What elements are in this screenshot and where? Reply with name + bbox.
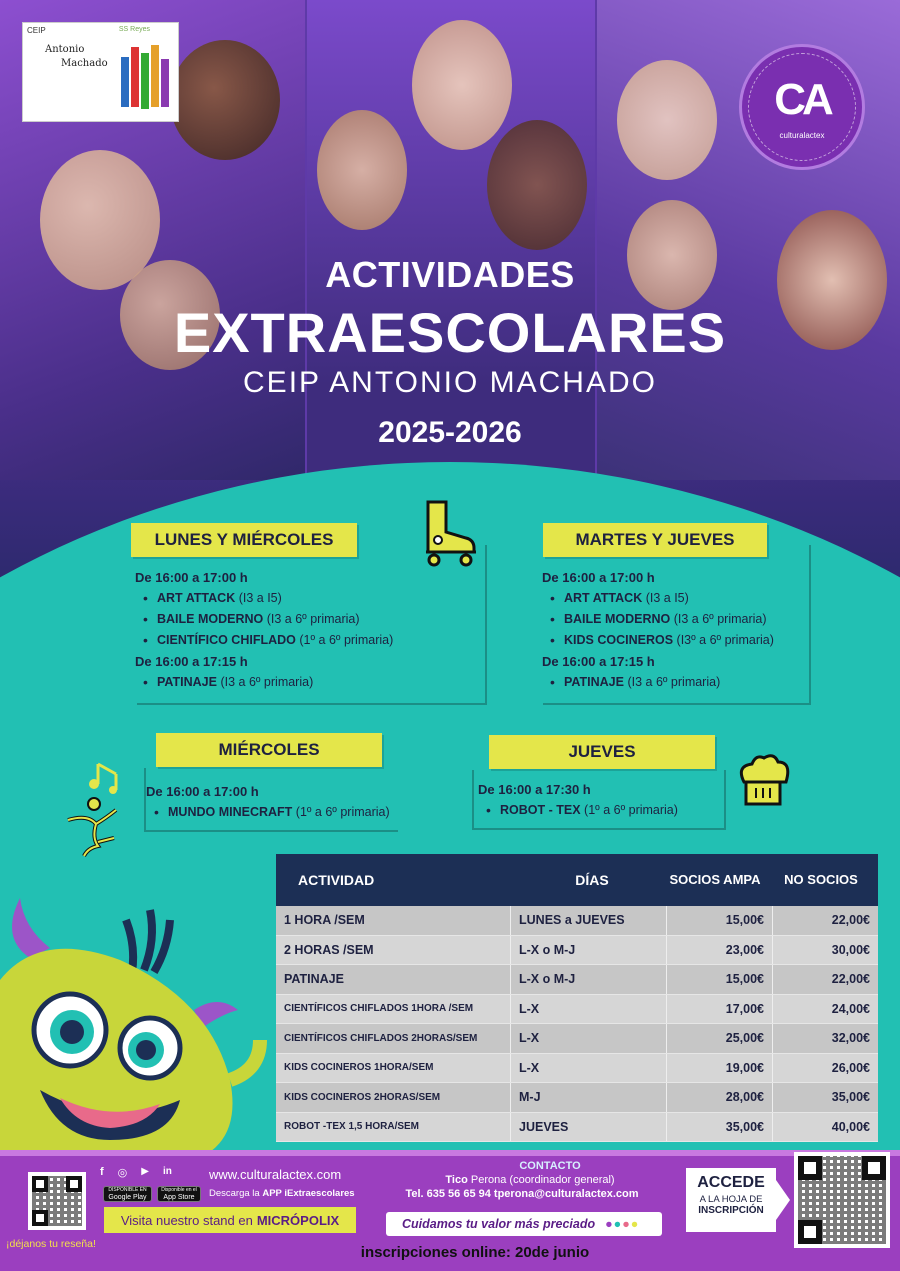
cell-socios: 25,00€: [666, 1024, 772, 1053]
table-row: [276, 1054, 878, 1084]
cell-actividad: CIENTÍFICOS CHIFLADOS 1HORA /SEM: [284, 1003, 474, 1015]
cell-no-socios: 22,00€: [772, 965, 878, 994]
registration-qr-code[interactable]: [794, 1152, 890, 1248]
schedule-title-martes-jueves: MARTES Y JUEVES: [543, 523, 767, 557]
table-row: [276, 936, 878, 966]
registration-button[interactable]: ACCEDE A LA HOJA DE INSCRIPCIÓN: [686, 1168, 776, 1232]
cell-actividad: KIDS COCINEROS 2HORAS/SEM: [284, 1091, 441, 1103]
list-item: • BAILE MODERNO (I3 a 6º primaria): [562, 612, 812, 626]
cell-dias: L-X: [510, 995, 666, 1024]
list-item: • KIDS COCINEROS (I3º a 6º primaria): [562, 633, 812, 647]
schedule-title-miercoles: MIÉRCOLES: [156, 733, 382, 767]
stand-micropolix-banner: Visita nuestro stand en MICRÓPOLIX: [104, 1207, 356, 1233]
contact-name: Tico Perona (coordinador general): [445, 1174, 615, 1186]
online-registration-date: inscripciones online: 20de junio: [360, 1244, 590, 1261]
cell-dias: L-X: [510, 1054, 666, 1083]
cell-dias: L-X o M-J: [510, 936, 666, 965]
list-item: • ART ATTACK (I3 a I5): [562, 591, 812, 605]
list-item: • MUNDO MINECRAFT (1º a 6º primaria): [166, 805, 436, 819]
cell-socios: 17,00€: [666, 995, 772, 1024]
monster-mascot-icon: [0, 890, 270, 1152]
cell-no-socios: 24,00€: [772, 995, 878, 1024]
cell-socios: 23,00€: [666, 936, 772, 965]
youtube-icon[interactable]: ▶: [141, 1166, 149, 1177]
contact-title: CONTACTO: [519, 1160, 581, 1172]
schedule-lunes-miercoles: De 16:00 a 17:00 h • ART ATTACK (I3 a I5) • BAILE MODERNO (I3 a 6º primaria) • CIENTÍFICO CHIFLADO (1º a 6º primaria) De 16:00 a 17:15 h • PATINAJE (I3 a 6º primaria): [135, 566, 475, 696]
table-row: [276, 965, 878, 995]
cell-actividad: 1 HORA /SEM: [284, 913, 365, 928]
schedule-title-lunes-miercoles: LUNES Y MIÉRCOLES: [131, 523, 357, 557]
table-row: [276, 906, 878, 936]
cell-no-socios: 35,00€: [772, 1083, 878, 1112]
cell-dias: L-X: [510, 1024, 666, 1053]
school-logo-name: Antonio Machado: [45, 44, 108, 69]
dance-icon: [58, 756, 132, 860]
cell-socios: 35,00€: [666, 1113, 772, 1142]
website-link[interactable]: www.culturalactex.com: [209, 1167, 342, 1182]
table-row: [276, 1113, 878, 1143]
cell-dias: JUEVES: [510, 1113, 666, 1142]
cell-dias: M-J: [510, 1083, 666, 1112]
cell-actividad: PATINAJE: [284, 972, 344, 987]
school-logo: CEIP SS Reyes Antonio Machado: [22, 22, 179, 122]
schedule-martes-jueves: De 16:00 a 17:00 h • ART ATTACK (I3 a I5) • BAILE MODERNO (I3 a 6º primaria) • KIDS COCINEROS (I3º a 6º primaria) De 16:00 a 17:15 h • PATINAJE (I3 a 6º primaria): [542, 566, 812, 696]
cell-actividad: ROBOT -TEX 1,5 HORA/SEM: [284, 1121, 420, 1133]
schedule-jueves: De 16:00 a 17:30 h • ROBOT - TEX (1º a 6º primaria): [478, 778, 728, 824]
review-qr-code[interactable]: [28, 1172, 86, 1230]
price-table-body: [276, 906, 878, 1142]
title-extracurricular: EXTRAESCOLARES: [173, 301, 727, 364]
cell-no-socios: 32,00€: [772, 1024, 878, 1053]
cell-no-socios: 22,00€: [772, 906, 878, 935]
list-item: • ART ATTACK (I3 a I5): [155, 591, 475, 605]
title-school: CEIP ANTONIO MACHADO: [243, 366, 657, 399]
social-icons: [100, 1166, 200, 1179]
app-store-badge[interactable]: Disponible en el App Store: [157, 1186, 201, 1202]
list-item: • BAILE MODERNO (I3 a 6º primaria): [155, 612, 475, 626]
instagram-icon[interactable]: ◎: [117, 1167, 128, 1179]
cell-socios: 19,00€: [666, 1054, 772, 1083]
cell-actividad: KIDS COCINEROS 1HORA/SEM: [284, 1062, 434, 1074]
title-year: 2025-2026: [378, 416, 522, 449]
review-text: ¡déjanos tu reseña!: [6, 1238, 96, 1250]
list-item: • ROBOT - TEX (1º a 6º primaria): [498, 803, 728, 817]
contact-line[interactable]: Tel. 635 56 65 94 tperona@culturalactex.com: [405, 1188, 639, 1200]
photo-panel-center: [305, 0, 597, 480]
list-item: • PATINAJE (I3 a 6º primaria): [562, 675, 812, 689]
cell-actividad: CIENTÍFICOS CHIFLADOS 2HORAS/SEM: [284, 1032, 478, 1044]
cell-actividad: 2 HORAS /SEM: [284, 942, 374, 957]
cell-no-socios: 40,00€: [772, 1113, 878, 1142]
linkedin-icon[interactable]: in: [162, 1166, 172, 1177]
facebook-icon[interactable]: f: [100, 1166, 104, 1178]
cell-socios: 28,00€: [666, 1083, 772, 1112]
cell-socios: 15,00€: [666, 906, 772, 935]
cell-no-socios: 30,00€: [772, 936, 878, 965]
table-row: [276, 995, 878, 1025]
culturalactex-logo: CA culturalactex: [739, 44, 865, 170]
schedule-miercoles: De 16:00 a 17:00 h • MUNDO MINECRAFT (1º a 6º primaria): [146, 780, 436, 826]
table-row: [276, 1083, 878, 1113]
list-item: • PATINAJE (I3 a 6º primaria): [155, 675, 475, 689]
hands-icon: [115, 37, 175, 117]
cell-no-socios: 26,00€: [772, 1054, 878, 1083]
cell-dias: LUNES a JUEVES: [510, 906, 666, 935]
chef-hat-icon: [732, 752, 792, 812]
color-dots-icon: ●●●●: [605, 1217, 640, 1231]
table-row: [276, 1024, 878, 1054]
tagline-banner: Cuidamos tu valor más preciado ●●●●: [386, 1212, 662, 1236]
list-item: • CIENTÍFICO CHIFLADO (1º a 6º primaria): [155, 633, 475, 647]
price-table: [276, 854, 878, 1142]
arrow-right-icon: [776, 1180, 790, 1220]
google-play-badge[interactable]: DISPONIBLE EN Google Play: [103, 1186, 152, 1202]
cell-dias: L-X o M-J: [510, 965, 666, 994]
cell-socios: 15,00€: [666, 965, 772, 994]
title-activities: ACTIVIDADES: [325, 254, 575, 295]
app-download-text: Descarga la APP iExtraescolares: [209, 1188, 355, 1199]
price-table-header: ACTIVIDAD DÍAS SOCIOS AMPA NO SOCIOS: [276, 854, 878, 906]
schedule-title-jueves: JUEVES: [489, 735, 715, 769]
